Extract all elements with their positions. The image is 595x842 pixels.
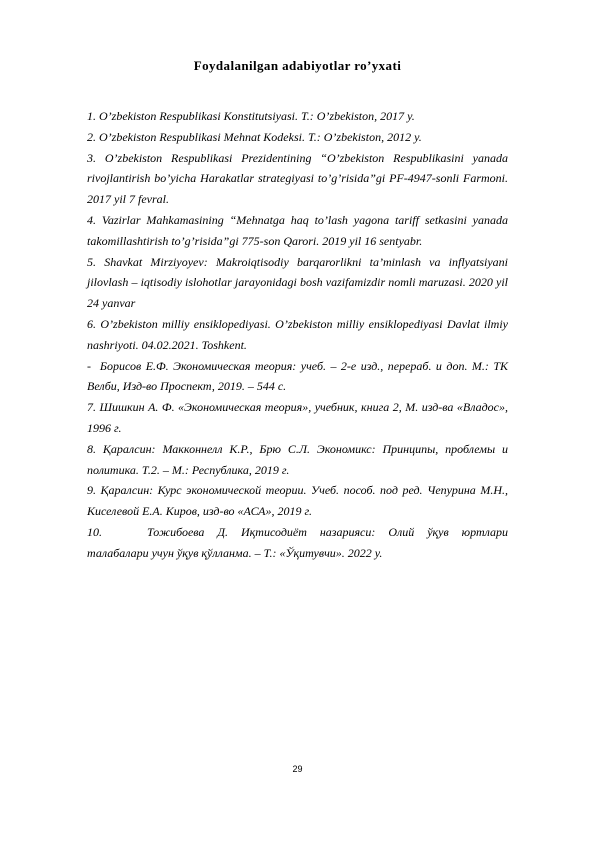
reference-number: 1. — [87, 109, 96, 123]
reference-text: O’zbekiston Respublikasi Konstitutsiyasi. T.: O’zbekiston, 2017 y. — [99, 109, 415, 123]
reference-item — [87, 148, 508, 210]
reference-number: 4. — [87, 212, 96, 227]
reference-text: O’zbekiston Respublikasi Prezidentining “O’zbekiston Respublikasini yanada rivojlantirish bo’yicha Harakatlar strategiyasi to’g’risida”gi PF-4947-sonli Farmoni. 2017 yil 7 fevral. — [87, 150, 508, 207]
reference-text: Борисов Е.Ф. Экономическая теория: учеб. – 2-е изд., перераб. и доп. М.: ТК Велби, Изд-во Проспект, 2019. – 544 с. — [87, 358, 508, 394]
reference-number: 3. — [87, 150, 96, 165]
reference-item — [87, 127, 508, 148]
reference-text: Тожибоева Д. Иқтисодиёт назарияси: Олий ўқув юртлари талабалари учун ўқув қўлланма. – Т.: «Ўқитувчи». 2022 у. — [87, 524, 508, 560]
reference-number: 7. — [87, 400, 96, 415]
reference-text: Шишкин А. Ф. «Экономическая теория», учебник, книга 2, М. изд-ва «Владос», 1996 г. — [87, 400, 508, 435]
reference-text: O’zbekiston milliy ensiklopediyasi. O’zbekiston milliy ensiklopediyasi Davlat ilmiy nashriyoti. 04.02.2021. Toshkent. — [87, 316, 508, 352]
reference-text: Қаралсин: Макконнелл К.Р., Брю С.Л. Экономикс: Принципы, проблемы и политика. Т.2. – М.: Республика, 2019 г. — [87, 441, 508, 477]
reference-list — [87, 106, 508, 564]
reference-item — [87, 106, 508, 127]
reference-item — [87, 314, 508, 356]
page-number: 29 — [292, 764, 303, 774]
reference-number: 8. — [87, 441, 96, 456]
reference-number: - — [87, 358, 91, 373]
reference-item — [87, 397, 508, 439]
reference-item — [87, 480, 508, 522]
reference-text: Vazirlar Mahkamasining “Mehnatga haq to’lash yagona tariff setkasini yanada takomillashtirish to’g’risida”gi 775-son Qarori. 2019 yil 16 sentyabr. — [87, 212, 508, 248]
reference-item — [87, 439, 508, 481]
reference-item — [87, 210, 508, 252]
reference-number: 6. — [87, 316, 96, 331]
reference-number: 2. — [87, 129, 96, 144]
reference-number: 9. — [87, 483, 96, 498]
reference-number: 10. — [87, 524, 102, 539]
reference-text: Қаралсин: Курс экономической теории. Учеб. пособ. под ред. Чепурина М.Н., Киселевой Е.А. Киров, изд-во «АСА», 2019 г. — [87, 483, 508, 519]
reference-item — [87, 356, 508, 398]
reference-item — [87, 252, 508, 314]
reference-item — [87, 522, 508, 564]
reference-text: Shavkat Mirziyoyev: Makroiqtisodiy barqarorlikni ta’minlash va inflyatsiyani jilovlash – iqtisodiy islohotlar jarayonidagi bosh vazifamizdir nomli maruzasi. 2020 yil 24 yanvar — [87, 254, 508, 311]
page-title: Foydalanilgan adabiyotlar ro’yxati — [193, 58, 402, 73]
reference-number: 5. — [87, 254, 96, 269]
reference-text: O’zbekiston Respublikasi Mehnat Kodeksi. T.: O’zbekiston, 2012 y. — [99, 129, 422, 144]
